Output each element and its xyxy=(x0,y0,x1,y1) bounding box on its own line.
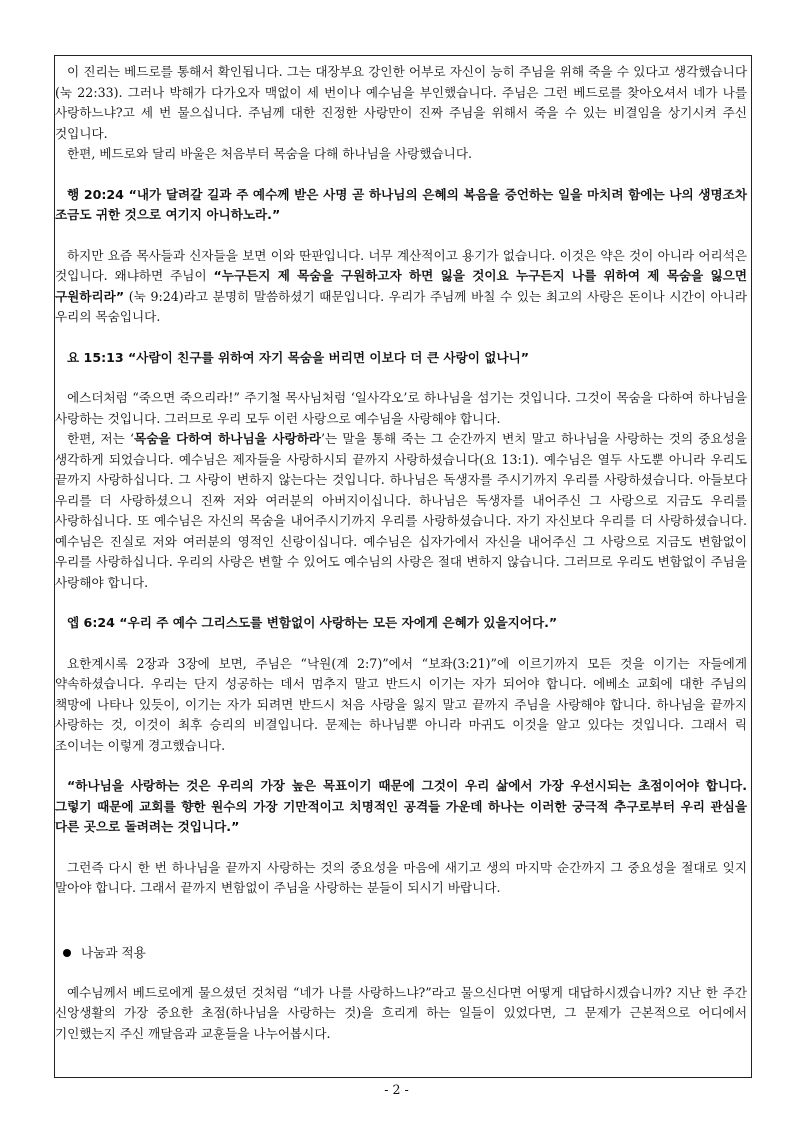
verse-eph-6-24: 엡 6:24 “우리 주 예수 그리스도를 변함없이 사랑하는 모든 자에게 은혜가 있을지어다.” xyxy=(67,615,558,630)
paragraph-until-end xyxy=(55,429,747,593)
quote-rick-joyner: “하나님을 사랑하는 것은 우리의 가장 높은 목표이기 때문에 그것이 우리 삶에서 가장 우선시되는 초점이어야 합니다. 그렇기 때문에 교회를 향한 원수의 가장 기만적이고 치명적인 공격들 가운데 하나는 이러한 궁극적 추구로부터 우리 관심을 다른 곳으로 돌려려는 것입니다.” xyxy=(55,778,747,834)
paragraph-revelation: 요한계시록 2장과 3장에 보면, 주님은 “낙원(계 2:7)”에서 “보좌(3:21)”에 이르기까지 모든 것을 이기는 자들에게 약속하셨습니다. 우리는 단지 성공하는 데서 멈추지 말고 반드시 이기는 자가 되어야 합니다. 에베소 교회에 대한 주님의 책망에 나타나 있듯이, 이기는 자가 되려면 반드시 처음 사랑을 잃지 말고 끝까지 주님을 사랑해야 합니다. 하나님을 끝까지 사랑하는 것, 이것이 최후 승리의 비결입니다. 문제는 하나님뿐 아니라 마귀도 이것을 알고 있다는 것입니다. 그래서 릭 조이너는 이렇게 경고했습니다. xyxy=(55,655,747,753)
paragraph-esther: 에스더처럼 “죽으면 죽으리라!” 주기철 목사님처럼 ‘일사각오’로 하나님을 섬기는 것입니다. 그것이 목숨을 다하여 하나님을 사랑하는 것입니다. 그러므로 우리 모두 이런 사랑으로 예수님을 사랑해야 합니다. xyxy=(55,390,747,426)
document-body xyxy=(55,62,747,1044)
share-heading-label: 나눔과 적용 xyxy=(81,944,146,960)
paragraph-pastors-quote: “누구든지 제 목숨을 구원하고자 하면 잃을 것이요 누구든지 나를 위하여 제 목숨을 잃으면 구원하리라” xyxy=(55,268,747,304)
verse-acts-20-24: 행 20:24 “내가 달려갈 길과 주 예수께 받은 사명 곧 하나님의 은혜의 복음을 증언하는 일을 마치려 함에는 나의 생명조차 조금도 귀한 것으로 여기지 아니하노라.” xyxy=(55,186,748,222)
paragraph-until-end-bold: 목숨을 다하여 하나님을 사랑하라 xyxy=(134,431,322,446)
paragraph-pastors-a: 하지만 요즘 목사들과 신자들을 보면 이와 딴판입니다. 너무 계산적이고 용기가 없습니다. 이것은 약은 것이 아니라 어리석은 것입니다. 왜냐하면 주님이 xyxy=(55,247,747,283)
paragraph-pastors-b: (눅 9:24)라고 분명히 말씀하셨기 때문입니다. 우리가 주님께 바칠 수 있는 최고의 사랑은 돈이나 시간이 아니라 우리의 목숨입니다. xyxy=(55,288,747,324)
bullet-icon xyxy=(63,949,71,957)
share-heading xyxy=(55,943,747,963)
page-number: - 2 - xyxy=(384,1082,409,1097)
paragraph-peter: 이 진리는 베드로를 통해서 확인됩니다. 그는 대장부요 강인한 어부로 자신이 능히 주님을 위해 죽을 수 있다고 생각했습니다(눅 22:33). 그러나 박해가 다가오자 맥없이 세 번이나 예수님을 부인했습니다. 주님은 그런 베드로를 찾아오셔서 네가 나를 사랑하느냐?고 세 번 물으십니다. 주님께 대한 진정한 사랑만이 진짜 주님을 위해서 죽을 수 있는 비결임을 상기시켜 주신 것입니다. xyxy=(55,64,747,141)
verse-john-15-13: 요 15:13 “사람이 친구를 위하여 자기 목숨을 버리면 이보다 더 큰 사랑이 없나니” xyxy=(67,349,530,365)
paragraph-until-end-a: 한편, 저는 ‘ xyxy=(67,431,135,446)
paragraph-paul: 한편, 베드로와 달리 바울은 처음부터 목숨을 다해 하나님을 사랑했습니다. xyxy=(67,146,472,161)
paragraph-application: 예수님께서 베드로에게 물으셨던 것처럼 “네가 나를 사랑하느냐?”라고 물으신다면 어떻게 대답하시겠습니까? 지난 한 주간 신앙생활의 가장 중요한 초점(하나님을 사랑하는 것)을 흐리게 하는 일들이 있었다면, 그 문제가 근본적으로 어디에서 기인했는지 주신 깨달음과 교훈들을 나누어봅시다. xyxy=(55,984,747,1041)
paragraph-conclusion: 그런즉 다시 한 번 하나님을 끝까지 사랑하는 것의 중요성을 마음에 새기고 생의 마지막 순간까지 그 중요성을 절대로 잊지 말아야 합니다. 그래서 끝까지 변함없이 주님을 사랑하는 분들이 되시기 바랍니다. xyxy=(55,859,747,895)
paragraph-pastors xyxy=(55,246,747,328)
paragraph-until-end-b: ’는 말을 통해 죽는 그 순간까지 변치 말고 하나님을 사랑하는 것의 중요성을 생각하게 되었습니다. 예수님은 제자들을 사랑하시되 끝까지 사랑하셨습니다(요 13:1). 예수님은 열두 사도뿐 아니라 우리도 끝까지 사랑하십니다. 그 사랑이 변하지 않는다는 것입니다. 하나님은 독생자를 주시기까지 우리를 사랑하셨습니다. 아들보다 우리를 더 사랑하셨으니 진짜 저와 여러분의 아버지이십니다. 하나님은 독생자를 내어주신 그 사랑으로 지금도 우리를 사랑하십니다. 또 예수님은 자신의 목숨을 내어주시기까지 우리를 사랑하셨습니다. 자기 자신보다 우리를 더 사랑하셨습니다. 예수님은 진실로 저와 여러분의 영적인 신랑이십니다. 예수님은 십자가에서 자신을 내어주신 그 사랑으로 지금도 변함없이 우리를 사랑하십니다. 우리의 사랑은 변할 수 있어도 예수님의 사랑은 절대 변하지 않습니다. 그러므로 우리도 변함없이 주님을 사랑해야 합니다. xyxy=(55,431,747,590)
